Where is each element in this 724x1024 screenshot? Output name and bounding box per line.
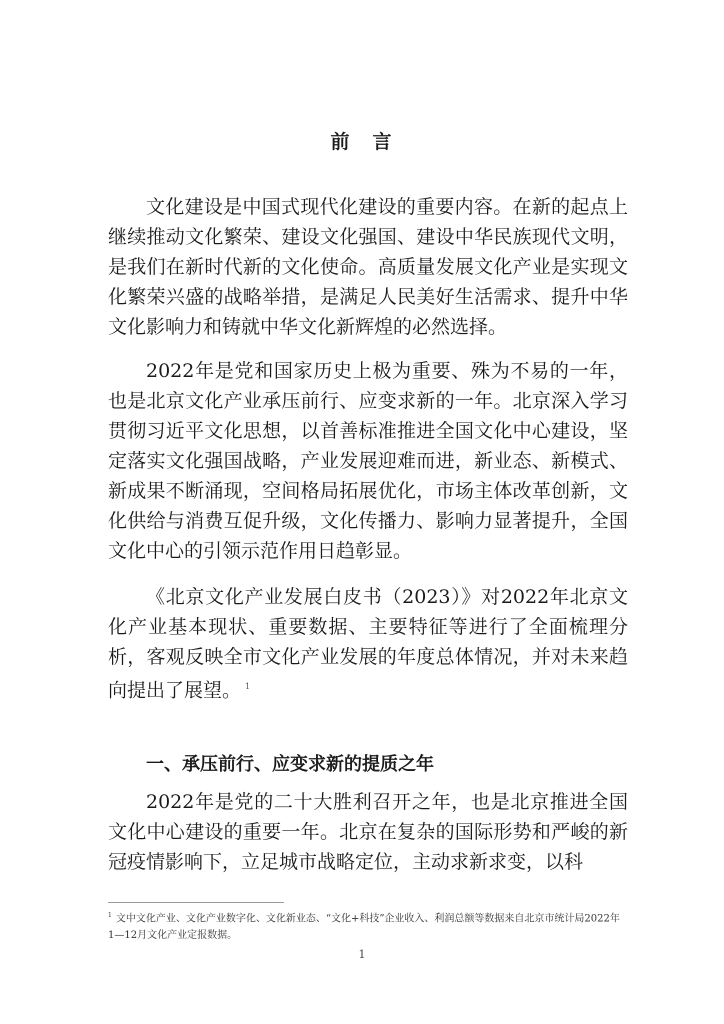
preface-paragraph-2: 2022年是党和国家历史上极为重要、殊为不易的一年，也是北京文化产业承压前行、应变求新的一年。北京深入学习贯彻习近平文化思想，以首善标准推进全国文化中心建设，坚定落实文化强国战略，产业发展迎难而进，新业态、新模式、新成果不断涌现，空间格局拓展优化，市场主体改革创新，文化供给与消费互促升级，文化传播力、影响力显著提升，全国文化中心的引领示范作用日趋彰显。 — [108, 360, 628, 562]
footnote-reference[interactable]: 1 — [245, 682, 251, 691]
section-paragraph: 2022年是党的二十大胜利召开之年，也是北京推进全国文化中心建设的重要一年。北京在复杂的国际形势和严峻的新冠疫情影响下，立足城市战略定位，主动求新求变，以科 — [108, 791, 628, 873]
footnote-divider — [108, 902, 284, 903]
page-title: 前 言 — [330, 131, 394, 153]
preface-paragraph-3 — [108, 582, 628, 705]
preface-paragraph-3-text: 《北京文化产业发展白皮书（2023）》对2022年北京文化产业基本现状、重要数据、主要特征等进行了全面梳理分析，客观反映全市文化产业发展的年度总体情况，并对未来趋向提出了展望。 — [108, 586, 628, 702]
preface-paragraph-1: 文化建设是中国式现代化建设的重要内容。在新的起点上继续推动文化繁荣、建设文化强国、建设中华民族现代文明，是我们在新时代新的文化使命。高质量发展文化产业是实现文化繁荣兴盛的战略举措，是满足人民美好生活需求、提升中华文化影响力和铸就中华文化新辉煌的必然选择。 — [108, 196, 628, 338]
page-number: 1 — [358, 948, 366, 961]
footnote — [108, 907, 624, 944]
footnote-number: 1 — [108, 912, 112, 919]
footnote-text: 文中文化产业、文化产业数字化、文化新业态、“文化+科技”企业收入、利润总额等数据来自北京市统计局2022年1—12月文化产业定报数据。 — [108, 913, 620, 942]
section-heading: 一、承压前行、应变求新的提质之年 — [146, 754, 434, 775]
